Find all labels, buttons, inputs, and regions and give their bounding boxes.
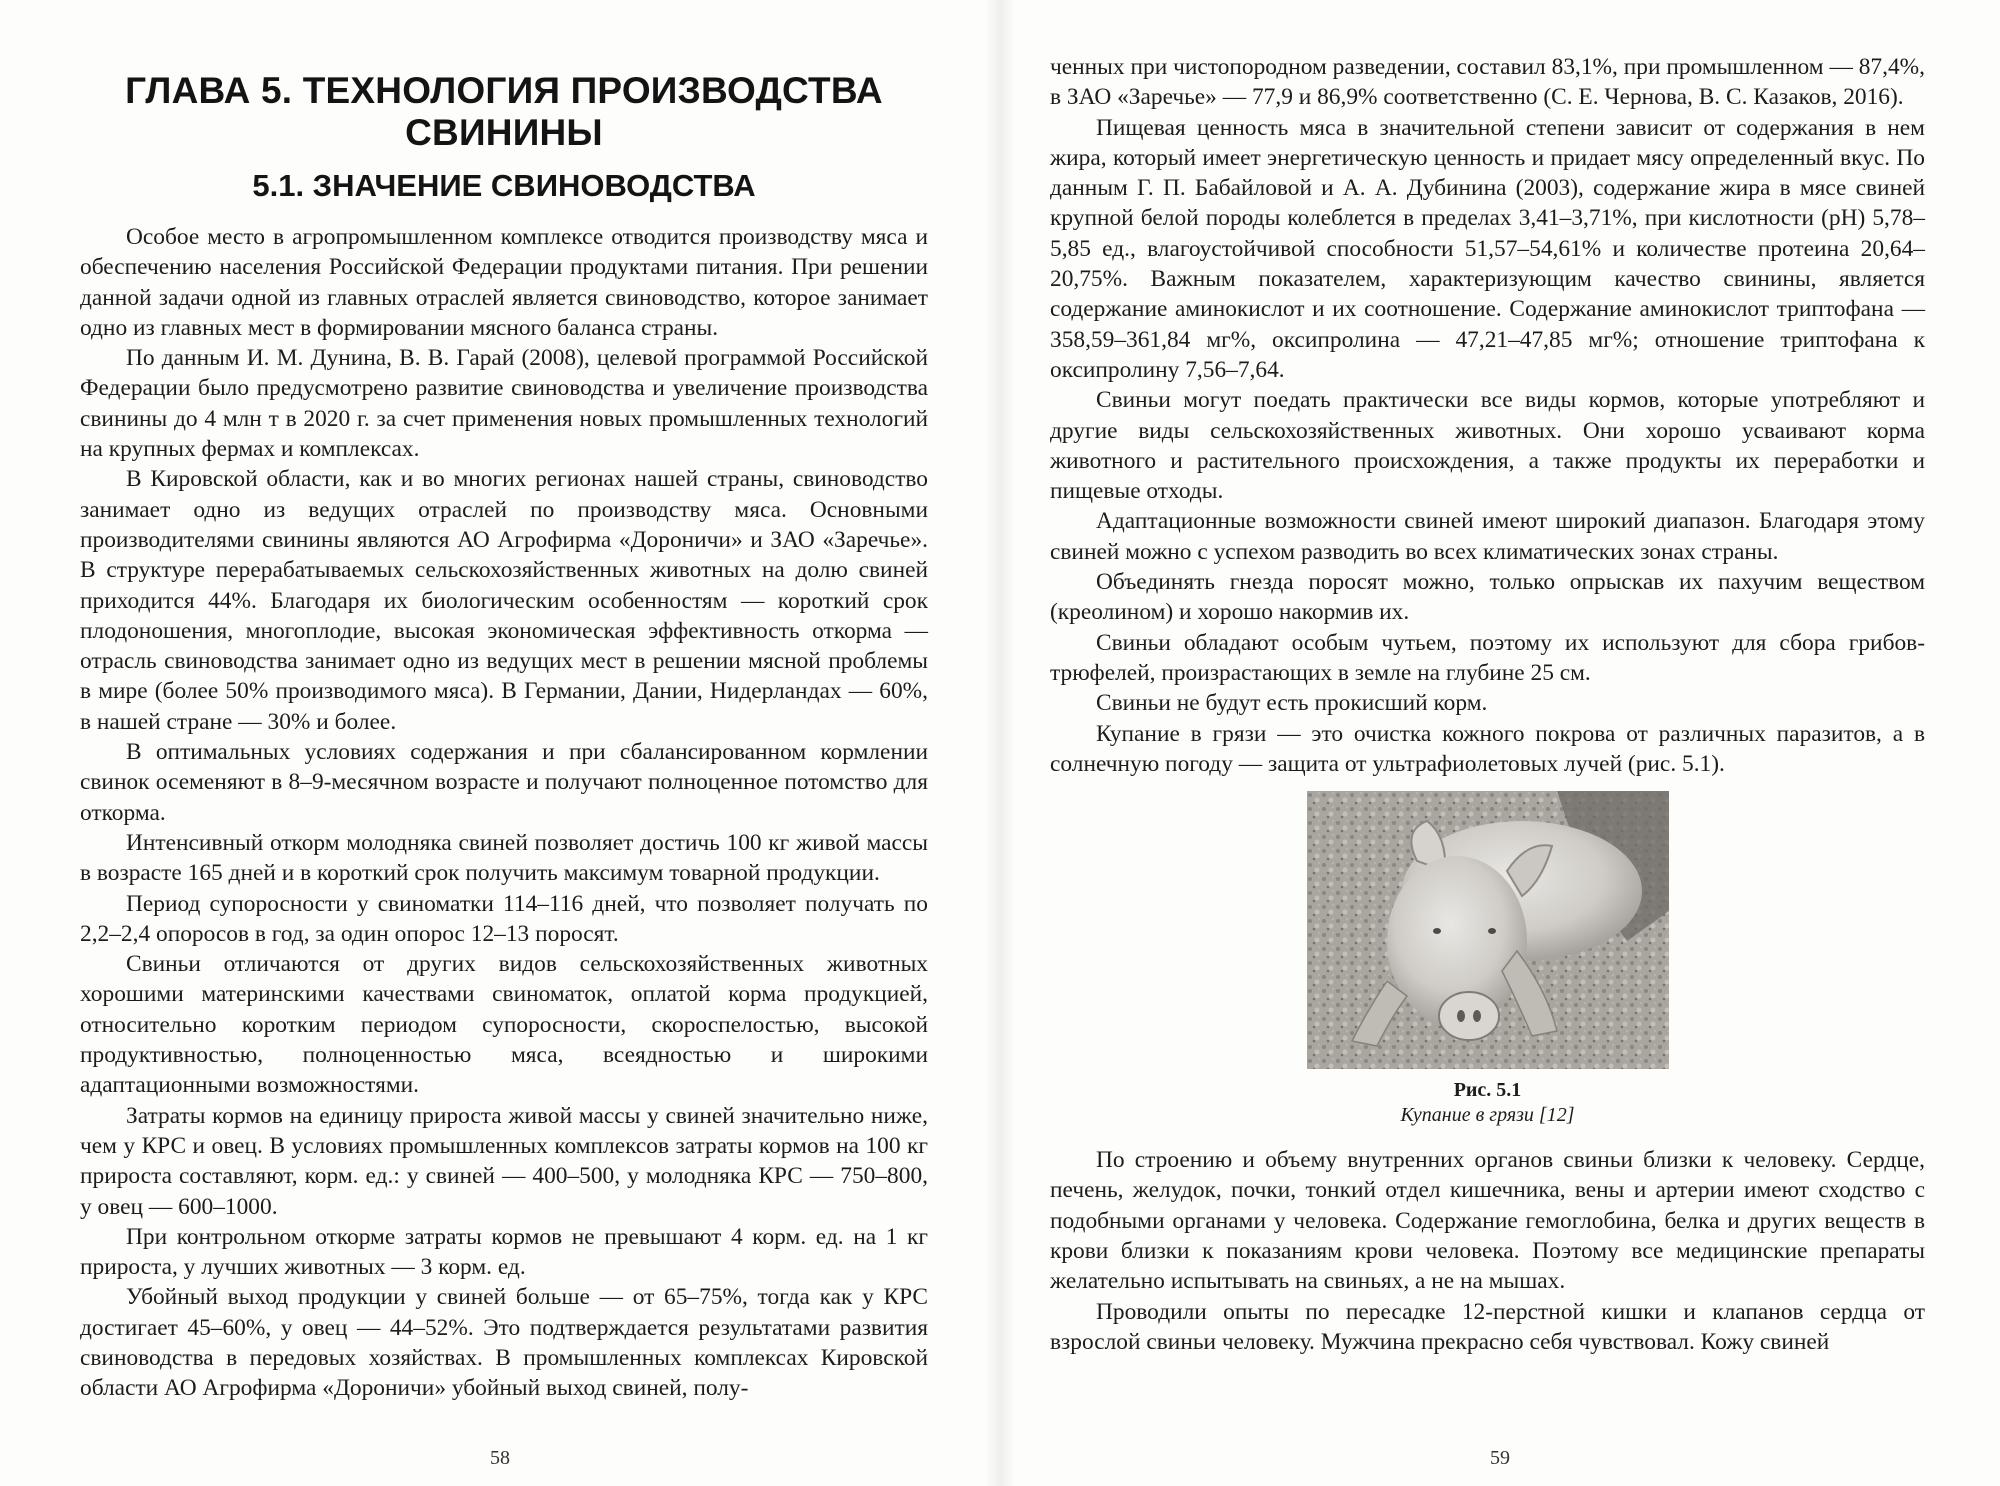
paragraph: Адаптационные возможности свиней имеют широкий диапазон. Благодаря этому свиней можно с успехом разводить во всех климатических зонах страны.: [1050, 508, 1925, 565]
paragraph: Проводили опыты по пересадке 12-перстной кишки и клапанов сердца от взрослой свиньи человеку. Мужчина прекрасно себя чувствовал. Кожу свиней: [1050, 1298, 1925, 1355]
paragraph: Свиньи не будут есть прокисший корм.: [1096, 690, 1488, 717]
paragraph: Свиньи могут поедать практически все виды кормов, которые употребляют и другие виды сельскохозяйственных животных. Они хорошо усваивают корма животного и растительного происхождения, а также продукты их переработки и пищевые отходы.: [1050, 387, 1925, 505]
paragraph: Объединять гнезда поросят можно, только опрыскав их пахучим веществом (креолином) и хорошо накормив их.: [1050, 569, 1925, 626]
paragraph: По данным И. М. Дунина, В. В. Гарай (2008), целевой программой Российской Федерации было предусмотрено развитие свиноводства и увеличение производства свинины до 4 млн т в 2020 г. за счет применения новых промышленных технологий на крупных фермах и комплексах.: [80, 345, 928, 463]
page-number: 58: [490, 1447, 510, 1469]
figure-caption: Купание в грязи [12]: [1400, 1104, 1575, 1127]
right-page: [1000, 0, 2000, 1486]
paragraph: Свиньи отличаются от других видов сельскохозяйственных животных хорошими материнскими качествами свиноматок, оплатой корма продукцией, относительно коротким периодом супоросности, скороспелостью, высокой продуктивностью, полноценностью мяса, всеядностью и широкими адаптационными возможностями.: [80, 951, 928, 1099]
figure-label: Рис. 5.1: [1453, 1079, 1522, 1102]
page-number: 59: [1490, 1447, 1510, 1469]
paragraph: Затраты кормов на единицу прироста живой массы у свиней значительно ниже, чем у КРС и овец. В условиях промышленных комплексов затраты кормов на 100 кг прироста составляют, корм. ед.: у свиней — 400–500, у молодняка КРС — 750–800, у овец — 600–1000.: [80, 1102, 928, 1220]
paragraph: По строению и объему внутренних органов свиньи близки к человеку. Сердце, печень, желудок, почки, тонкий отдел кишечника, вены и артерии имеют сходство с подобными органами у человека. Содержание гемоглобина, белка и других веществ в крови близки к показаниям крови человека. Поэтому все медицинские препараты желательно испытывать на свиньях, а не на мышах.: [1050, 1147, 1925, 1295]
paragraph: Убойный выход продукции у свиней больше — от 65–75%, тогда как у КРС достигает 45–60%, у овец — 44–52%. Это подтверждается результатами развития свиноводства в передовых хозяйствах. В промышленных комплексах Кировской области АО Агрофирма «Дороничи» убойный выход свиней, полу-: [80, 1284, 928, 1402]
paragraph: В оптимальных условиях содержания и при сбалансированном кормлении свинок осеменяют в 8–9-месячном возрасте и получают полноценное потомство для откорма.: [80, 739, 928, 826]
paragraph-continuation: ченных при чистопородном разведении, составил 83,1%, при промышленном — 87,4%, в ЗАО «Заречье» — 77,9 и 86,9% соответственно (С. Е. Чернова, В. С. Казаков, 2016).: [1050, 54, 1925, 111]
pig-in-mud-photo: [1307, 791, 1669, 1069]
paragraph: При контрольном откорме затраты кормов не превышают 4 корм. ед. на 1 кг прироста, у лучших животных — 3 корм. ед.: [80, 1223, 928, 1281]
chapter-title: ГЛАВА 5. ТЕХНОЛОГИЯ ПРОИЗВОДСТВА СВИНИНЫ: [125, 70, 883, 153]
paragraph: Период супоросности у свиноматки 114–116 дней, что позволяет получать по 2,2–2,4 опоросов в год, за один опорос 12–13 поросят.: [80, 890, 928, 947]
paragraph: Пищевая ценность мяса в значительной степени зависит от содержания в нем жира, который имеет энергетическую ценность и придает мясу определенный вкус. По данным Г. П. Бабайловой и А. А. Дубинина (2003), содержание жира в мясе свиней крупной белой породы колеблется в пределах 3,41–3,71%, при кислотности (рН) 5,78–5,85 ед., влагоустойчивой способности 51,57–54,61% и количестве протеина 20,64–20,75%. Важным показателем, характеризующим качество свинины, является содержание аминокислот и их соотношение. Содержание аминокислот триптофана — 358,59–361,84 мг%, оксипролина — 47,21–47,85 мг%; отношение триптофана к оксипролину 7,56–7,64.: [1050, 114, 1925, 383]
paragraph: Интенсивный откорм молодняка свиней позволяет достичь 100 кг живой массы в возрасте 165 дней и в короткий срок получить максимум товарной продукции.: [80, 829, 928, 887]
paragraph: Купание в грязи — это очистка кожного покрова от различных паразитов, а в солнечную погоду — защита от ультрафиолетовых лучей (рис. 5.1).: [1050, 720, 1925, 777]
paragraph: Особое место в агропромышленном комплексе отводится производству мяса и обеспечению населения Российской Федерации продуктами питания. При решении данной задачи одной из главных отраслей является свиноводство, которое занимает одно из главных мест в формировании мясного баланса страны.: [80, 224, 928, 341]
paragraph: Свиньи обладают особым чутьем, поэтому их используют для сбора грибов-трюфелей, произрастающих в земле на глубине 25 см.: [1050, 629, 1925, 686]
section-title: 5.1. ЗНАЧЕНИЕ СВИНОВОДСТВА: [252, 168, 756, 203]
paragraph: В Кировской области, как и во многих регионах нашей страны, свиноводство занимает одно из ведущих отраслей по производству мяса. Основными производителями свинины являются АО Агрофирма «Дороничи» и ЗАО «Заречье». В структуре перерабатываемых сельскохозяйственных животных на долю свиней приходится 44%. Благодаря их биологическим особенностям — короткий срок плодоношения, многоплодие, высокая экономическая эффективность откорма — отрасль свиноводства занимает одно из ведущих мест в решении мясной проблемы в мире (более 50% производимого мяса). В Германии, Дании, Нидерландах — 60%, в нашей стране — 30% и более.: [80, 466, 928, 735]
figure: [1050, 791, 1925, 1127]
